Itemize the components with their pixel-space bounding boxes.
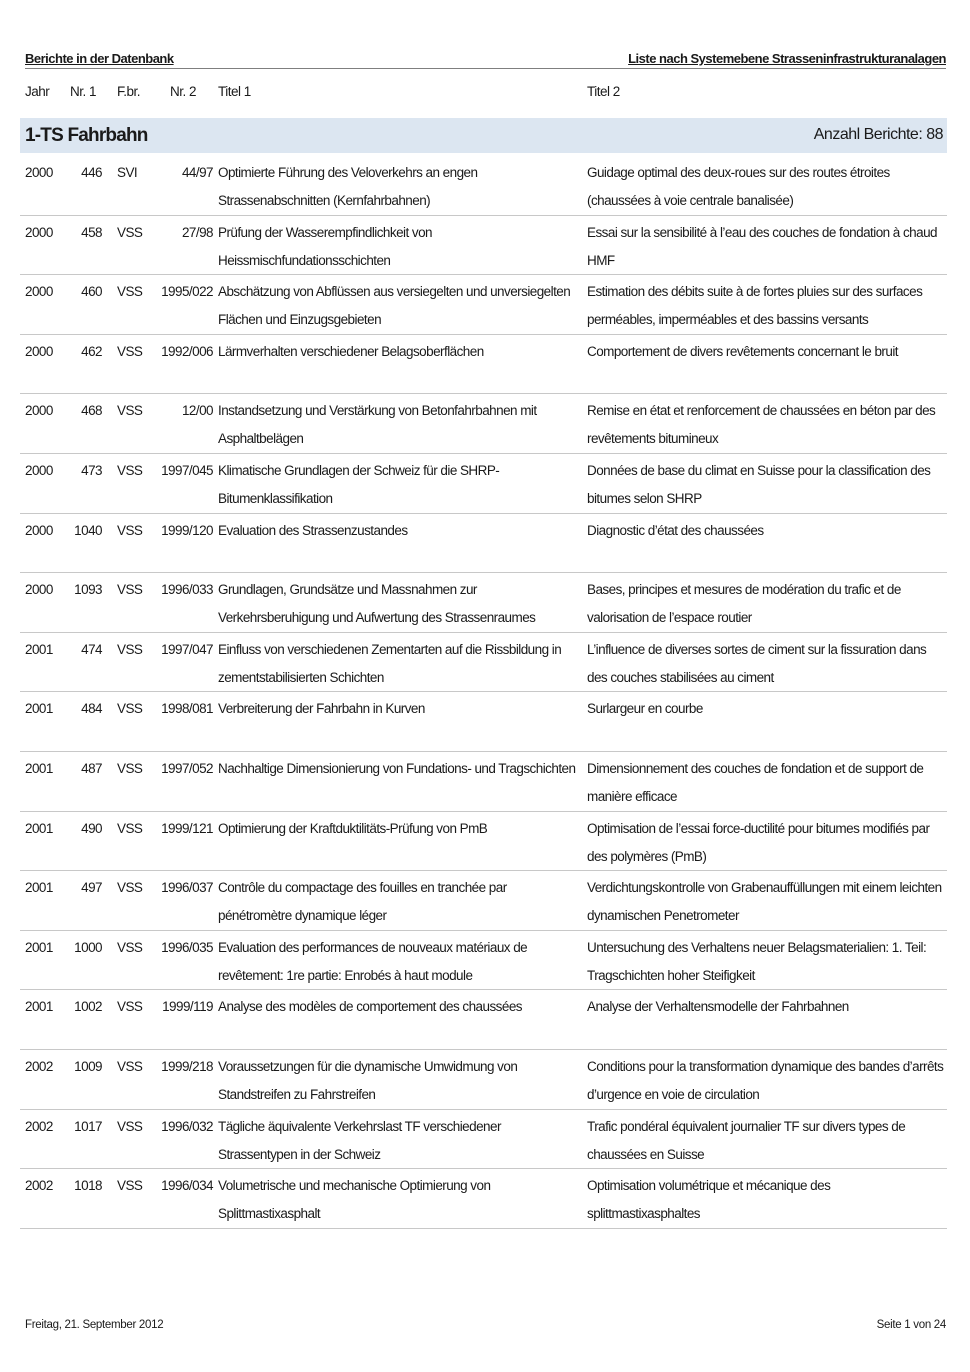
report-list [20, 156, 947, 1229]
category-header [20, 118, 947, 153]
row-titel1: Verbreiterung der Fahrbahn in Kurven [218, 701, 425, 717]
row-year: 2001 [25, 641, 53, 657]
table-row [20, 812, 947, 872]
row-nr2: 1995/022 [161, 284, 213, 300]
col-nr1: Nr. 1 [70, 84, 97, 99]
column-headers [25, 84, 946, 104]
row-year: 2002 [25, 1178, 53, 1194]
row-nr1: 1002 [74, 999, 102, 1015]
row-nr2: 1996/032 [161, 1118, 213, 1134]
row-nr2: 12/00 [181, 403, 213, 419]
row-year: 2001 [25, 760, 53, 776]
category-count: Anzahl Berichte: 88 [813, 126, 943, 143]
row-fbr: SVI [117, 165, 138, 180]
table-row [20, 156, 947, 216]
col-titel1: Titel 1 [218, 84, 251, 99]
row-year: 2000 [25, 284, 53, 300]
row-fbr: VSS [117, 999, 143, 1015]
row-titel2: Essai sur la sensibilité à l’eau des couches de fondation à chaud HMF [587, 224, 937, 268]
row-titel1: Contrôle du compactage des fouilles en tranchée par pénétromètre dynamique léger [218, 880, 507, 924]
table-row [20, 514, 947, 574]
row-titel1: Tägliche äquivalente Verkehrslast TF verschiedener Strassentypen in der Schweiz [218, 1118, 501, 1162]
row-year: 2002 [25, 1058, 53, 1074]
row-nr1: 487 [81, 760, 102, 776]
table-row [20, 752, 947, 812]
table-row [20, 394, 947, 454]
row-fbr: VSS [117, 939, 143, 955]
row-nr2: 1999/119 [162, 999, 213, 1015]
row-fbr: VSS [117, 224, 143, 240]
row-nr2: 1997/047 [161, 641, 213, 657]
row-year: 2000 [25, 224, 53, 240]
row-titel1: Lärmverhalten verschiedener Belagsoberflächen [218, 343, 484, 359]
row-titel1: Volumetrische und mechanische Optimierung von Splittmastixasphalt [218, 1178, 491, 1222]
table-row [20, 454, 947, 514]
category-name: 1-TS Fahrbahn [25, 125, 148, 146]
row-nr2: 1999/218 [161, 1058, 213, 1074]
row-year: 2000 [25, 582, 53, 598]
row-titel1: Voraussetzungen für die dynamische Umwidmung von Standstreifen zu Fahrstreifen [218, 1058, 518, 1102]
row-nr1: 474 [81, 641, 102, 657]
row-titel1: Klimatische Grundlagen der Schweiz für die SHRP-Bitumenklassifikation [218, 462, 500, 506]
row-year: 2000 [25, 462, 53, 478]
row-year: 2001 [25, 701, 53, 717]
row-year: 2000 [25, 165, 53, 180]
row-nr1: 1009 [74, 1058, 102, 1074]
report-header [25, 51, 946, 69]
table-row [20, 335, 947, 395]
row-titel2: Conditions pour la transformation dynamique des bandes d’arrêts d’urgence en voie de circulation [587, 1058, 944, 1102]
row-titel2: Trafic pondéral équivalent journalier TF sur divers types de chaussées en Suisse [587, 1118, 906, 1162]
row-titel1: Einfluss von verschiedenen Zementarten auf die Rissbildung in zementstabilisierten Schichten [218, 641, 562, 685]
row-nr1: 1093 [74, 582, 102, 598]
row-titel2: Surlargeur en courbe [587, 701, 703, 717]
footer-date: Freitag, 21. September 2012 [25, 1319, 164, 1331]
row-nr1: 446 [81, 165, 102, 180]
row-year: 2000 [25, 522, 53, 538]
row-titel2: Guidage optimal des deux-roues sur des routes étroites (chaussées à voie centrale banalisée) [587, 165, 890, 208]
row-fbr: VSS [117, 343, 143, 359]
row-fbr: VSS [117, 582, 143, 598]
footer-page-number: Seite 1 von 24 [876, 1319, 946, 1331]
row-nr1: 473 [81, 462, 102, 478]
col-titel2: Titel 2 [587, 84, 620, 99]
col-fbr: F.br. [117, 84, 141, 99]
row-nr2: 1997/045 [161, 462, 213, 478]
row-year: 2002 [25, 1118, 53, 1134]
row-nr1: 468 [81, 403, 102, 419]
row-nr2: 44/97 [181, 165, 213, 180]
table-row [20, 633, 947, 693]
row-nr2: 1999/120 [161, 522, 213, 538]
col-nr2: Nr. 2 [170, 84, 197, 99]
row-fbr: VSS [117, 1178, 143, 1194]
row-titel2: Estimation des débits suite à de fortes pluies sur des surfaces perméables, imperméables et des bassins versants [587, 284, 923, 328]
table-row [20, 1110, 947, 1170]
row-year: 2001 [25, 999, 53, 1015]
report-subtitle: Liste nach Systemebene Strasseninfrastrukturanalagen [628, 51, 946, 66]
row-year: 2000 [25, 403, 53, 419]
row-titel1: Evaluation des performances de nouveaux matériaux de revêtement: 1re partie: Enrobés à haut module [218, 939, 528, 983]
row-nr1: 458 [81, 224, 102, 240]
row-nr1: 1018 [74, 1178, 102, 1194]
row-fbr: VSS [117, 701, 143, 717]
row-fbr: VSS [117, 641, 143, 657]
row-fbr: VSS [117, 462, 143, 478]
row-fbr: VSS [117, 1058, 143, 1074]
row-nr2: 1996/035 [161, 939, 213, 955]
row-titel2: Optimisation de l’essai force-ductilité pour bitumes modifiés par des polymères (PmB) [587, 820, 930, 864]
row-titel1: Instandsetzung und Verstärkung von Betonfahrbahnen mit Asphaltbelägen [218, 403, 537, 447]
row-nr1: 462 [81, 343, 102, 359]
table-row [20, 1169, 947, 1229]
row-titel1: Nachhaltige Dimensionierung von Fundations- und Tragschichten [218, 760, 576, 776]
table-row [20, 573, 947, 633]
row-titel1: Optimierte Führung des Veloverkehrs an engen Strassenabschnitten (Kernfahrbahnen) [218, 165, 478, 208]
row-nr2: 1997/052 [161, 760, 213, 776]
row-fbr: VSS [117, 522, 143, 538]
row-titel1: Analyse des modèles de comportement des chaussées [218, 999, 522, 1015]
row-nr1: 497 [81, 880, 102, 896]
row-year: 2001 [25, 880, 53, 896]
row-nr2: 1999/121 [161, 820, 213, 836]
row-year: 2001 [25, 939, 53, 955]
table-row [20, 275, 947, 335]
report-title: Berichte in der Datenbank [25, 51, 174, 66]
row-nr1: 1040 [74, 522, 102, 538]
row-fbr: VSS [117, 403, 143, 419]
table-row [20, 990, 947, 1050]
row-nr2: 1998/081 [161, 701, 213, 717]
col-jahr: Jahr [25, 84, 50, 99]
row-nr1: 490 [81, 820, 102, 836]
row-titel1: Grundlagen, Grundsätze und Massnahmen zur Verkehrsberuhigung und Aufwertung des Strassenraumes [218, 582, 536, 626]
row-titel1: Evaluation des Strassenzustandes [218, 522, 408, 538]
row-nr2: 1996/037 [161, 880, 213, 896]
row-titel2: Données de base du climat en Suisse pour la classification des bitumes selon SHRP [587, 462, 931, 506]
table-row [20, 1050, 947, 1110]
row-nr2: 1992/006 [161, 343, 213, 359]
row-nr2: 27/98 [181, 224, 213, 240]
row-nr1: 1000 [74, 939, 102, 955]
table-row [20, 871, 947, 931]
row-year: 2001 [25, 820, 53, 836]
row-year: 2000 [25, 343, 53, 359]
row-nr1: 1017 [74, 1118, 102, 1134]
row-titel2: Verdichtungskontrolle von Grabenauffüllungen mit einem leichten dynamischen Penetrometer [587, 880, 942, 924]
row-fbr: VSS [117, 284, 143, 300]
row-fbr: VSS [117, 820, 143, 836]
row-titel2: L’influence de diverses sortes de ciment sur la fissuration dans des couches stabilisées au ciment [587, 641, 927, 685]
row-nr2: 1996/034 [161, 1178, 213, 1194]
row-titel2: Untersuchung des Verhaltens neuer Belagsmaterialien: 1. Teil: Tragschichten hoher Steifigkeit [587, 939, 927, 983]
row-titel1: Prüfung der Wasserempfindlichkeit von Heissmischfundationsschichten [218, 224, 433, 268]
row-titel2: Bases, principes et mesures de modération du trafic et de valorisation de l’espace routier [587, 582, 901, 626]
row-fbr: VSS [117, 1118, 143, 1134]
table-row [20, 692, 947, 752]
row-fbr: VSS [117, 880, 143, 896]
row-titel2: Comportement de divers revêtements concernant le bruit [587, 343, 898, 359]
row-nr2: 1996/033 [161, 582, 213, 598]
table-row [20, 931, 947, 991]
row-titel2: Dimensionnement des couches de fondation et de support de manière efficace [587, 760, 924, 804]
row-fbr: VSS [117, 760, 143, 776]
row-titel1: Abschätzung von Abflüssen aus versiegelten und unversiegelten Flächen und Einzugsgebieten [218, 284, 571, 328]
row-titel2: Remise en état et renforcement de chaussées en béton par des revêtements bitumineux [587, 403, 936, 447]
row-titel2: Analyse der Verhaltensmodelle der Fahrbahnen [587, 999, 849, 1015]
row-titel2: Optimisation volumétrique et mécanique des splittmastixasphaltes [587, 1178, 831, 1222]
row-titel2: Diagnostic d’état des chaussées [587, 522, 764, 538]
table-row [20, 216, 947, 276]
row-nr1: 460 [81, 284, 102, 300]
row-nr1: 484 [81, 701, 102, 717]
row-titel1: Optimierung der Kraftduktilitäts-Prüfung von PmB [218, 820, 488, 836]
